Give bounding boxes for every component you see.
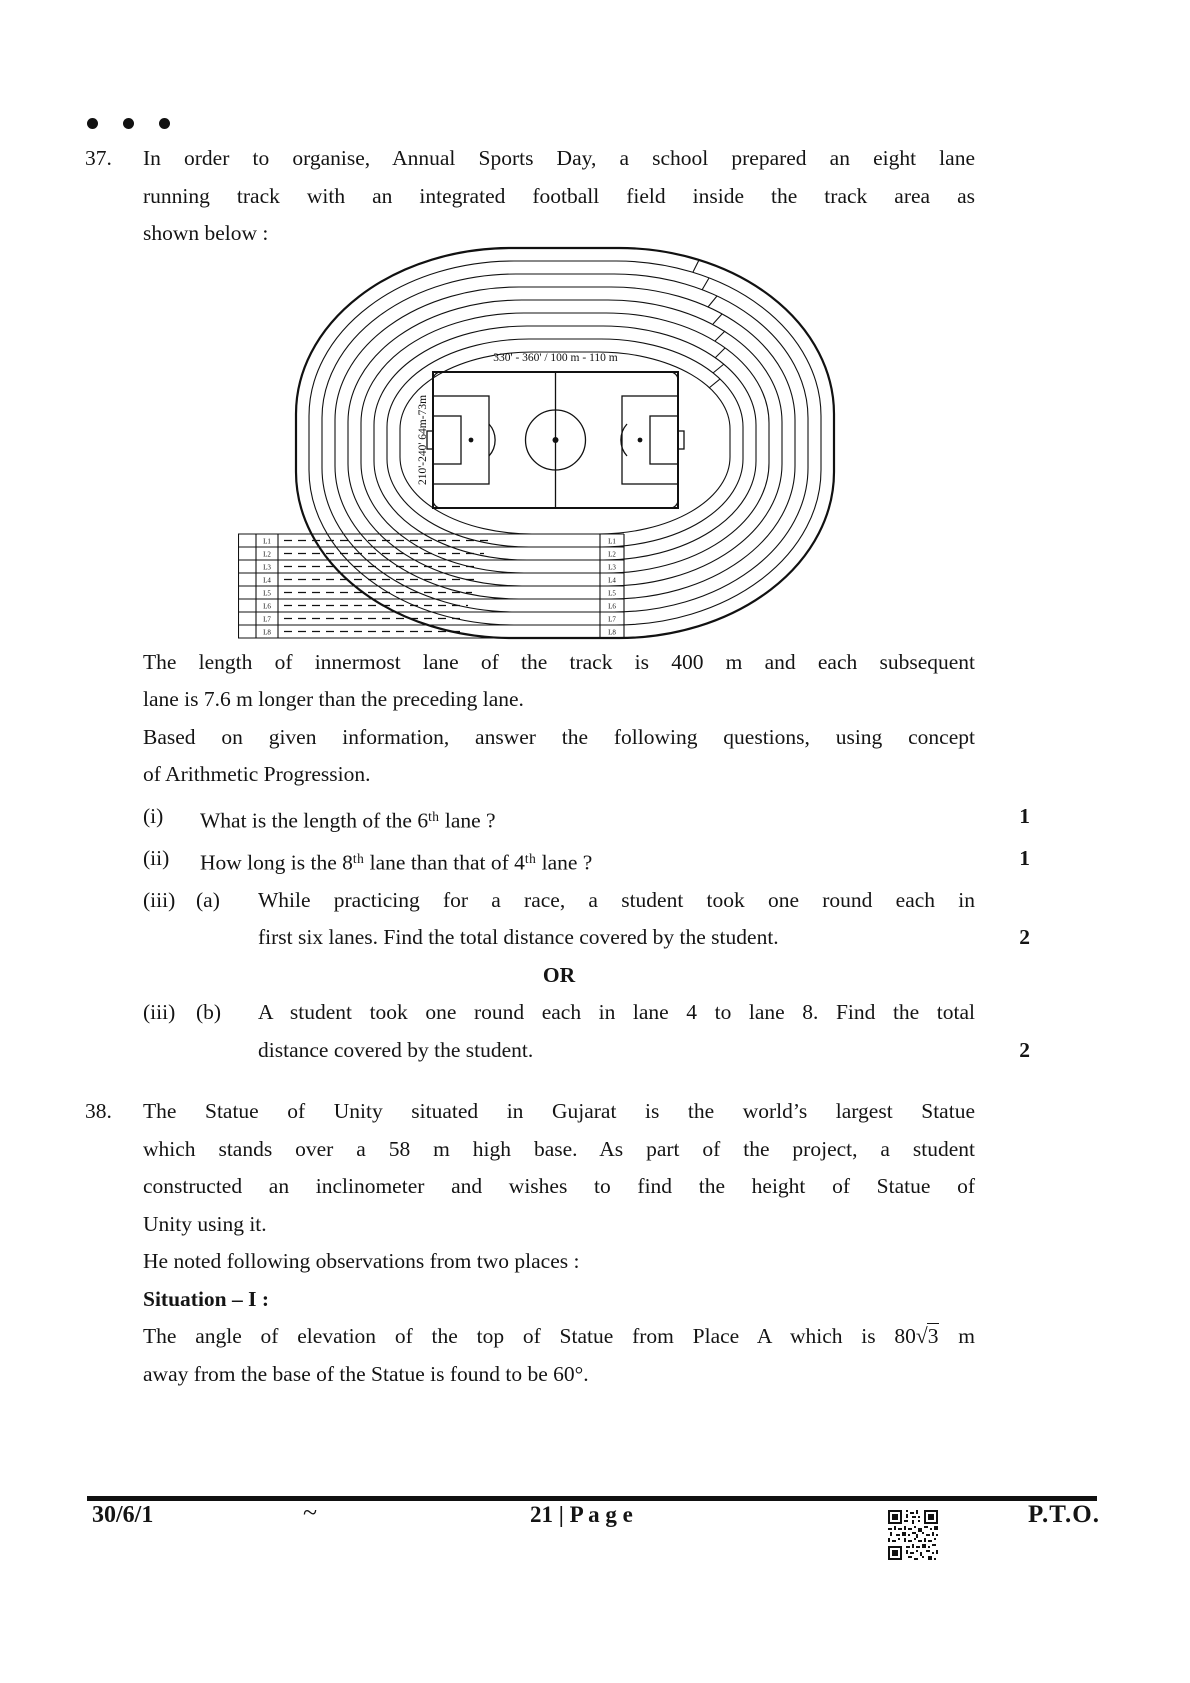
question-text-line: He noted following observations from two places : [143, 1249, 580, 1274]
radical-sign: √ [915, 1324, 927, 1349]
question-text-line: Unity using it. [143, 1211, 267, 1236]
question-text-line: lane is 7.6 m longer than the preceding lane. [143, 687, 524, 711]
corner-arc [433, 500, 441, 508]
marks-value: 1 [1019, 845, 1030, 870]
lane-label: L3 [608, 563, 616, 571]
track-lane-line [387, 339, 743, 547]
subquestion-iii-a [143, 882, 1030, 957]
lane-label: L8 [263, 628, 271, 636]
subquestion-ii [143, 840, 1030, 882]
track-figure [238, 245, 1030, 640]
lane-label: L6 [608, 602, 616, 610]
football-field [417, 352, 684, 508]
lane-label: L4 [608, 576, 616, 584]
track-lane-line [322, 274, 808, 612]
lane-label: L5 [608, 589, 616, 597]
subq-text-line: distance covered by the student. [258, 1037, 534, 1062]
lane-label: L5 [263, 589, 271, 597]
lane-label: L3 [263, 563, 271, 571]
corner-arc [670, 500, 678, 508]
lane-labels-right [608, 537, 616, 636]
subq-text: How long is the 8th lane than that of 4th lane ? [200, 850, 593, 875]
lane-label: L2 [263, 550, 271, 558]
question-number: 37. [85, 146, 112, 170]
situation-heading: Situation – I : [143, 1286, 270, 1311]
pto-label: P.T.O. [1028, 1501, 1100, 1528]
question-text-line: of Arithmetic Progression. [143, 762, 371, 786]
penalty-spot-right [638, 437, 643, 442]
question-text-line: which stands over a 58 m high base. As part of the project, a student [143, 1136, 975, 1161]
lane-labels-left [263, 537, 271, 636]
question-38 [0, 1093, 1190, 1393]
start-chute [238, 534, 624, 638]
lane-label: L7 [608, 615, 616, 623]
bullet-dot [159, 118, 170, 129]
lane-label: L1 [263, 537, 271, 545]
question-text-line: In order to organise, Annual Sports Day, a school prepared an eight lane [143, 146, 975, 170]
continuation-dots [87, 116, 1190, 128]
lane-label: L7 [263, 615, 271, 623]
goal-area-right [650, 416, 678, 464]
subq-text: What is the length of the 6th lane ? [200, 808, 496, 833]
running-track-diagram [238, 245, 838, 640]
lane-label: L2 [608, 550, 616, 558]
corner-arc [670, 372, 678, 380]
goal-area-left [433, 416, 461, 464]
subq-option-label: (a) [196, 887, 220, 912]
marks-value: 2 [1019, 1037, 1030, 1062]
field-length-label: 330' - 360' / 100 m - 110 m [493, 351, 618, 364]
subq-label: (ii) [143, 845, 170, 870]
question-text-line: The length of innermost lane of the track is 400 m and each subsequent [143, 649, 975, 674]
track-lane-line [400, 352, 730, 534]
lane-label: L6 [263, 602, 271, 610]
question-text-line: running track with an integrated football field inside the track area as [143, 183, 975, 208]
subquestion-i [143, 798, 1030, 840]
question-text-line: constructed an inclinometer and wishes to find the height of Statue of [143, 1174, 975, 1199]
center-spot [553, 437, 559, 443]
penalty-spot-left [469, 437, 474, 442]
qr-code-image [888, 1510, 938, 1560]
subq-option-label: (b) [196, 1000, 222, 1025]
bullet-dot [123, 118, 134, 129]
paper-set-code: 30/6/1 [92, 1502, 154, 1528]
bullet-dot [87, 118, 98, 129]
qr-code [888, 1510, 938, 1573]
ordinal-superscript: th [352, 850, 365, 866]
track-lane-line [309, 261, 821, 625]
subq-text-line: A student took one round each in lane 4 to lane 8. Find the total [258, 1000, 975, 1025]
question-37 [0, 140, 1190, 1069]
track-lane-line [296, 248, 834, 638]
track-lane-line [335, 287, 795, 599]
penalty-arc-left [489, 424, 495, 456]
subq-label: (i) [143, 803, 164, 828]
subquestion-iii-b [143, 994, 1030, 1069]
page-number: 21 | P a g e [530, 1502, 633, 1527]
lane-label: L1 [608, 537, 616, 545]
ordinal-superscript: th [524, 850, 537, 866]
radicand: 3 [927, 1324, 939, 1349]
field-width-label: 210'-240' 64m-73m [417, 394, 429, 485]
question-text-line: Based on given information, answer the following questions, using concept [143, 724, 975, 749]
lane-label: L8 [608, 628, 616, 636]
lane-label: L4 [263, 576, 271, 584]
question-text-line: The Statue of Unity situated in Gujarat is the world’s largest Statue [143, 1099, 975, 1124]
or-separator: OR [542, 962, 576, 987]
subq-text-line: first six lanes. Find the total distance covered by the student. [258, 925, 779, 950]
subq-label: (iii) [143, 1000, 176, 1025]
question-number: 38. [85, 1099, 112, 1124]
question-text-line: The angle of elevation of the top of Statue from Place A which is 80√3 m [143, 1324, 975, 1349]
subq-text-line: While practicing for a race, a student took one round each in [258, 887, 975, 912]
question-text-line: away from the base of the Statue is found to be 60°. [143, 1361, 589, 1386]
sub-questions [143, 798, 1030, 1070]
marks-value: 2 [1019, 925, 1030, 950]
subq-label: (iii) [143, 887, 176, 912]
marks-value: 1 [1019, 803, 1030, 828]
question-text-line: shown below : [143, 221, 269, 245]
ordinal-superscript: th [428, 808, 440, 824]
footer-tilde: ~ [303, 1498, 318, 1527]
staggered-start-marks [693, 260, 725, 388]
